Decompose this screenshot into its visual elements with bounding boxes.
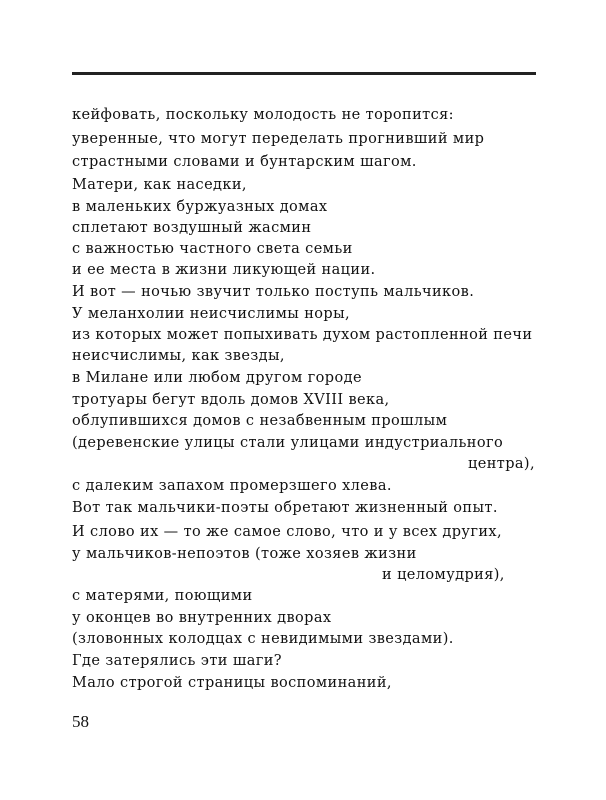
text-line: с далеким запахом промерзшего хлева. [72,478,392,494]
text-line: у оконцев во внутренних дворах [72,610,332,626]
text-line: Вот так мальчики-поэты обретают жизненный опыт. [72,500,498,516]
text-line: тротуары бегут вдоль домов XVIII века, [72,392,390,408]
text-line: Где затерялись эти шаги? [72,653,282,669]
text-line: у мальчиков-непоэтов (тоже хозяев жизни [72,546,417,562]
text-line: У меланхолии неисчислимы норы, [72,306,351,322]
text-line: сплетают воздушный жасмин [72,220,312,236]
text-line: облупившихся домов с незабвенным прошлым [72,413,448,429]
text-line: с матерями, поющими [72,588,253,604]
text-line: кейфовать, поскольку молодость не торопится: [72,107,454,123]
text-line: центра), [468,456,535,472]
text-line: И слово их — то же самое слово, что и у всех других, [72,524,503,540]
text-line: И вот — ночью звучит только поступь мальчиков. [72,284,475,300]
text-line: (зловонных колодцах с невидимыми звездами). [72,631,454,647]
text-line: неисчислимы, как звезды, [72,348,285,364]
text-line: Матери, как наседки, [72,177,247,193]
text-line: страстными словами и бунтарским шагом. [72,154,417,170]
text-line: из которых может попыхивать духом растопленной печи [72,327,533,343]
text-line: и целомудрия), [382,567,505,583]
text-line: уверенные, что могут переделать прогнивший мир [72,131,485,147]
text-line: в Милане или любом другом городе [72,370,362,386]
text-line: (деревенские улицы стали улицами индустриального [72,435,504,451]
page-number: 58 [72,712,89,731]
text-line: в маленьких буржуазных домах [72,199,328,215]
text-line: с важностью частного света семьи [72,241,353,257]
text-line: и ее места в жизни ликующей нации. [72,262,376,278]
text-line: Мало строгой страницы воспоминаний, [72,675,392,691]
